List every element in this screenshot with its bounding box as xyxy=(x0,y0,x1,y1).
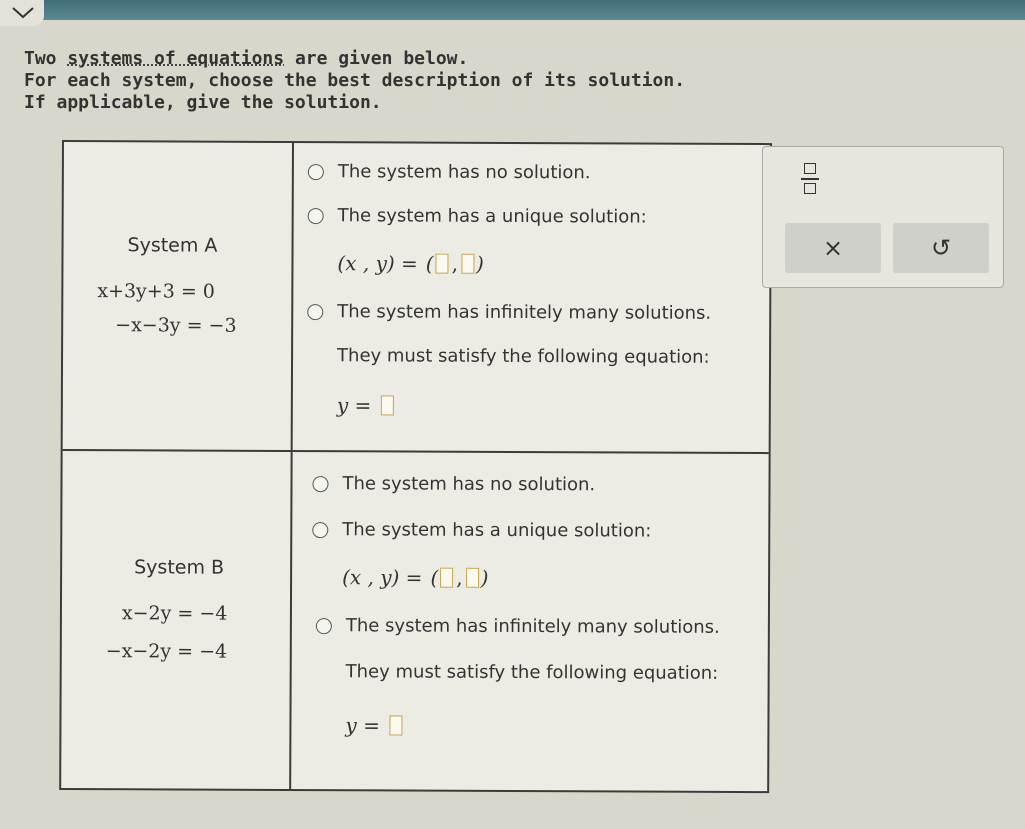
system-a-x-input[interactable] xyxy=(436,254,449,274)
radio-button[interactable] xyxy=(308,208,324,224)
fraction-denominator-icon xyxy=(804,183,816,194)
system-a-option-no-solution[interactable] xyxy=(308,161,591,183)
system-a-y-input[interactable] xyxy=(461,254,474,274)
system-b-satisfy-text: They must satisfy the following equation: xyxy=(345,661,719,684)
instruction-line-2: For each system, choose the best description of its solution. xyxy=(24,70,686,91)
system-b-y-input[interactable] xyxy=(466,568,479,588)
system-b-y-expression-input[interactable] xyxy=(390,715,403,735)
y-label: y = xyxy=(345,713,380,738)
system-a-equation-1: x+3y+3 = 0 xyxy=(97,280,215,303)
system-a-title: System A xyxy=(127,234,218,257)
systems-of-equations-link[interactable]: systems of equations xyxy=(67,48,285,69)
option-label: The system has a unique solution: xyxy=(337,205,647,228)
instruction-line-1 xyxy=(24,48,685,70)
chevron-down-icon xyxy=(12,7,34,19)
system-b-equation-2: −x−2y = −4 xyxy=(105,640,228,663)
column-divider xyxy=(289,143,294,789)
undo-button[interactable] xyxy=(893,223,989,273)
system-a-option-infinite[interactable] xyxy=(307,301,711,324)
pair-close-paren: ) xyxy=(475,251,484,276)
system-b-option-no-solution[interactable] xyxy=(312,473,595,495)
radio-button[interactable] xyxy=(312,522,328,538)
systems-table xyxy=(59,140,772,793)
pair-close-paren: ) xyxy=(480,565,489,590)
system-a-y-equation xyxy=(337,393,397,417)
fraction-numerator-icon xyxy=(804,163,816,174)
system-a-y-expression-input[interactable] xyxy=(381,395,394,415)
collapse-toggle[interactable] xyxy=(0,0,44,26)
math-toolbar xyxy=(762,146,1004,288)
option-label: The system has infinitely many solutions. xyxy=(345,615,720,638)
close-icon: × xyxy=(822,234,844,262)
system-b-title: System B xyxy=(134,556,225,579)
row-divider xyxy=(63,449,769,454)
system-a-option-unique[interactable] xyxy=(308,205,647,227)
system-b-x-input[interactable] xyxy=(440,568,453,588)
system-a-satisfy-text: They must satisfy the following equation: xyxy=(337,345,710,368)
option-label: The system has a unique solution: xyxy=(342,519,652,542)
top-bar xyxy=(0,0,1025,20)
system-b-pair xyxy=(342,565,488,590)
radio-button[interactable] xyxy=(316,618,332,634)
pair-comma: , xyxy=(456,565,463,590)
system-b-equation-1: x−2y = −4 xyxy=(121,602,228,625)
pair-open-paren: ( xyxy=(430,565,439,590)
pair-comma: , xyxy=(451,251,459,276)
y-label: y = xyxy=(336,393,372,418)
instruction-line-3: If applicable, give the solution. xyxy=(24,92,382,113)
radio-button[interactable] xyxy=(312,476,328,492)
option-label: The system has infinitely many solutions. xyxy=(337,301,712,324)
fraction-button[interactable] xyxy=(799,161,821,199)
pair-label: (x , y) = xyxy=(342,565,423,590)
clear-button[interactable] xyxy=(785,223,881,273)
pair-label: (x , y) = xyxy=(337,251,418,276)
instruction-text: are given below. xyxy=(284,48,469,69)
system-b-y-equation xyxy=(345,713,405,737)
system-a-equation-2: −x−3y = −3 xyxy=(115,314,237,337)
radio-button[interactable] xyxy=(307,304,323,320)
option-label: The system has no solution. xyxy=(337,161,591,184)
instructions xyxy=(24,48,685,114)
undo-icon: ↺ xyxy=(930,234,952,262)
system-b-option-infinite[interactable] xyxy=(316,615,720,638)
system-b-option-unique[interactable] xyxy=(312,519,651,541)
instruction-text: Two xyxy=(24,48,68,69)
fraction-bar-icon xyxy=(801,178,819,180)
option-label: The system has no solution. xyxy=(342,473,596,496)
radio-button[interactable] xyxy=(308,164,324,180)
pair-open-paren: ( xyxy=(425,251,434,276)
system-a-pair xyxy=(337,251,483,276)
